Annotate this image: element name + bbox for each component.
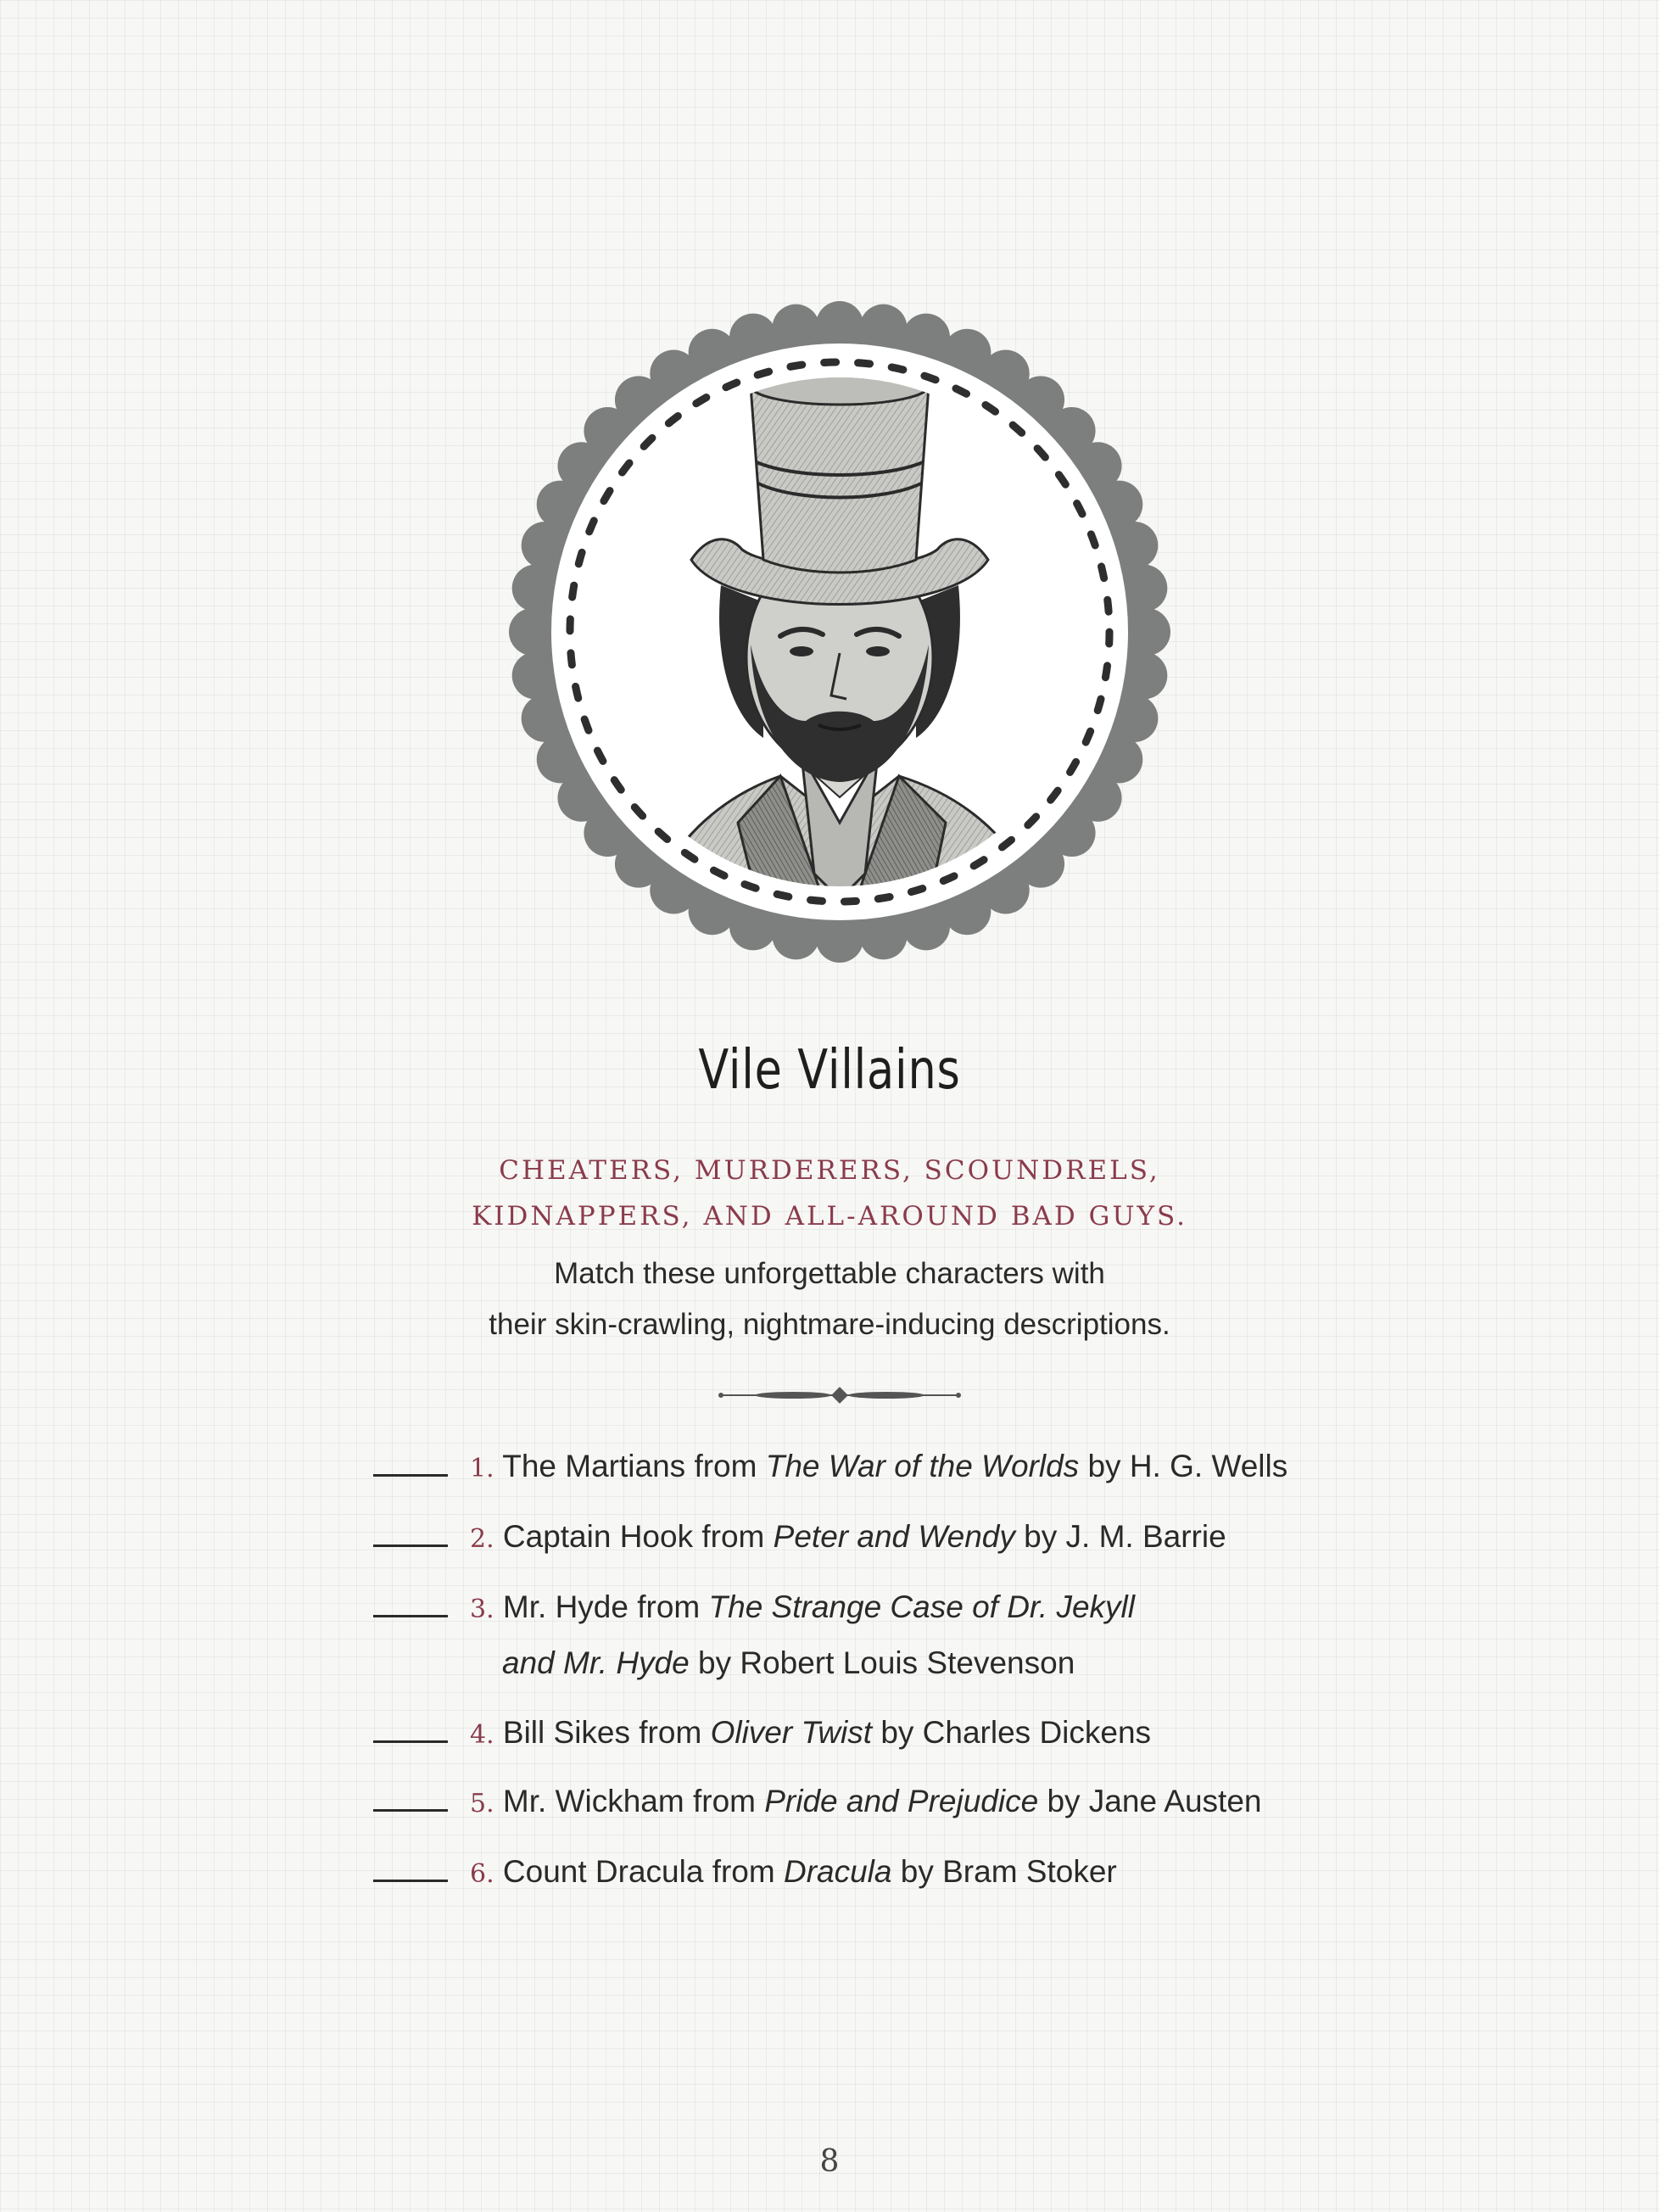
book-title: Dracula [783,1854,892,1889]
item-author: by Robert Louis Stevenson [689,1645,1075,1680]
item-number: 1. [470,1454,494,1483]
item-number: 6. [470,1859,494,1889]
answer-blank[interactable] [373,1614,448,1617]
list-item [373,1784,1261,1819]
item-number: 3. [470,1595,494,1624]
villain-portrait-illustration [509,280,1170,984]
book-title: and Mr. Hyde [502,1645,690,1680]
book-title: The War of the Worlds [765,1449,1080,1483]
item-text: Mr. Hyde from [502,1589,709,1624]
book-title: Pride and Prejudice [764,1784,1039,1818]
page-title: Vile Villains [698,1039,961,1102]
book-title: The Strange Case of Dr. Jekyll [708,1589,1135,1624]
intro-line-1: Match these unforgettable characters with [554,1257,1105,1290]
item-text: The Martians from [502,1449,766,1483]
list-item [373,1589,1135,1625]
item-number: 2. [470,1524,494,1554]
tagline-line-2: KIDNAPPERS, AND ALL-AROUND BAD GUYS. [472,1201,1187,1232]
item-author: by H. G. Wells [1079,1449,1288,1483]
list-item [373,1715,1151,1751]
answer-blank[interactable] [373,1740,448,1743]
book-title: Oliver Twist [710,1715,873,1750]
intro-line-2: their skin-crawling, nightmare-inducing descriptions. [489,1308,1170,1341]
item-text: Count Dracula from [502,1854,784,1889]
answer-blank[interactable] [373,1473,448,1477]
list-item [373,1519,1226,1555]
item-author: by Charles Dickens [872,1715,1152,1750]
answer-blank[interactable] [373,1879,448,1882]
ornamental-divider [712,1382,967,1408]
item-text: Bill Sikes from [502,1715,711,1750]
answer-blank[interactable] [373,1544,448,1547]
item-author: by Jane Austen [1038,1784,1262,1818]
list-item [373,1854,1117,1890]
item-number: 5. [470,1789,494,1818]
item-text: Captain Hook from [502,1519,774,1554]
list-item [373,1449,1288,1484]
item-author: by J. M. Barrie [1014,1519,1226,1554]
book-title: Peter and Wendy [773,1519,1015,1554]
item-author: by Bram Stoker [891,1854,1117,1889]
list-item-continuation [502,1645,1075,1681]
item-number: 4. [470,1720,494,1750]
answer-blank[interactable] [373,1808,448,1812]
tagline-line-1: CHEATERS, MURDERERS, SCOUNDRELS, [499,1155,1160,1186]
page-number: 8 [819,2144,840,2179]
item-text: Mr. Wickham from [502,1784,765,1818]
